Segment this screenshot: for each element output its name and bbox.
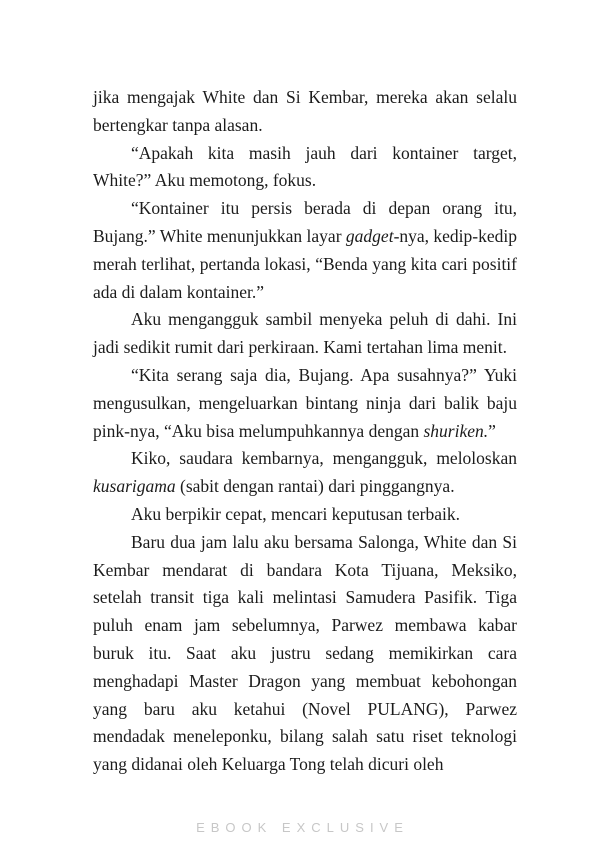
italic-run: shuriken. (423, 420, 489, 441)
text-run: jika mengajak White dan Si Kembar, mereka akan selalu bertengkar tanpa alasan. (93, 87, 517, 135)
text-run: “Apakah kita masih jauh dari kontainer target, White?” Aku memotong, fokus. (93, 142, 517, 191)
text-run: (sabit dengan rantai) dari pinggangnya. (175, 476, 455, 497)
text-run: ” (488, 420, 496, 441)
footer-label: EBOOK EXCLUSIVE (196, 820, 409, 835)
paragraph (93, 306, 517, 362)
text-run: -nya, kedip-kedip merah terlihat, pertanda lokasi, “Benda yang kita cari positif ada di dalam kontainer.” (93, 225, 518, 302)
paragraph (93, 140, 517, 196)
paragraph (93, 529, 517, 779)
text-run: Aku berpikir cepat, mencari keputusan terbaik. (131, 503, 460, 524)
italic-run: gadget (345, 225, 394, 246)
paragraph (93, 445, 517, 501)
page-text (93, 84, 517, 779)
text-run: “Kita serang saja dia, Bujang. Apa susahnya?” Yuki mengusulkan, mengeluarkan bintang ninja dari balik baju pink-nya, “Aku bisa melumpuhkannya dengan (93, 364, 517, 441)
text-run: “Kontainer itu persis berada di depan orang itu, Bujang.” White menunjukkan layar (93, 198, 517, 246)
paragraph (93, 501, 517, 529)
text-run: Aku mengangguk sambil menyeka peluh di dahi. Ini jadi sedikit rumit dari perkiraan. Kami tertahan lima menit. (93, 309, 517, 358)
paragraph (93, 195, 517, 306)
italic-run: kusarigama (93, 476, 176, 497)
paragraph (93, 84, 517, 140)
text-run: Baru dua jam lalu aku bersama Salonga, White dan Si Kembar mendarat di bandara Kota Tijuana, Meksiko, setelah transit tiga kali melintasi Samudera Pasifik. Tiga puluh enam jam sebelumnya, Parwez membawa kabar buruk itu. Saat aku justru sedang memikirkan cara menghadapi Master Dragon yang membuat kebohongan yang baru aku ketahui (Novel PULANG), Parwez mendadak meneleponku, bilang salah satu riset teknologi yang didanai oleh Keluarga Tong telah dicuri oleh (93, 531, 517, 775)
paragraph (93, 362, 517, 445)
text-run: Kiko, saudara kembarnya, mengangguk, meloloskan (131, 448, 517, 469)
footer-watermark (0, 820, 605, 835)
